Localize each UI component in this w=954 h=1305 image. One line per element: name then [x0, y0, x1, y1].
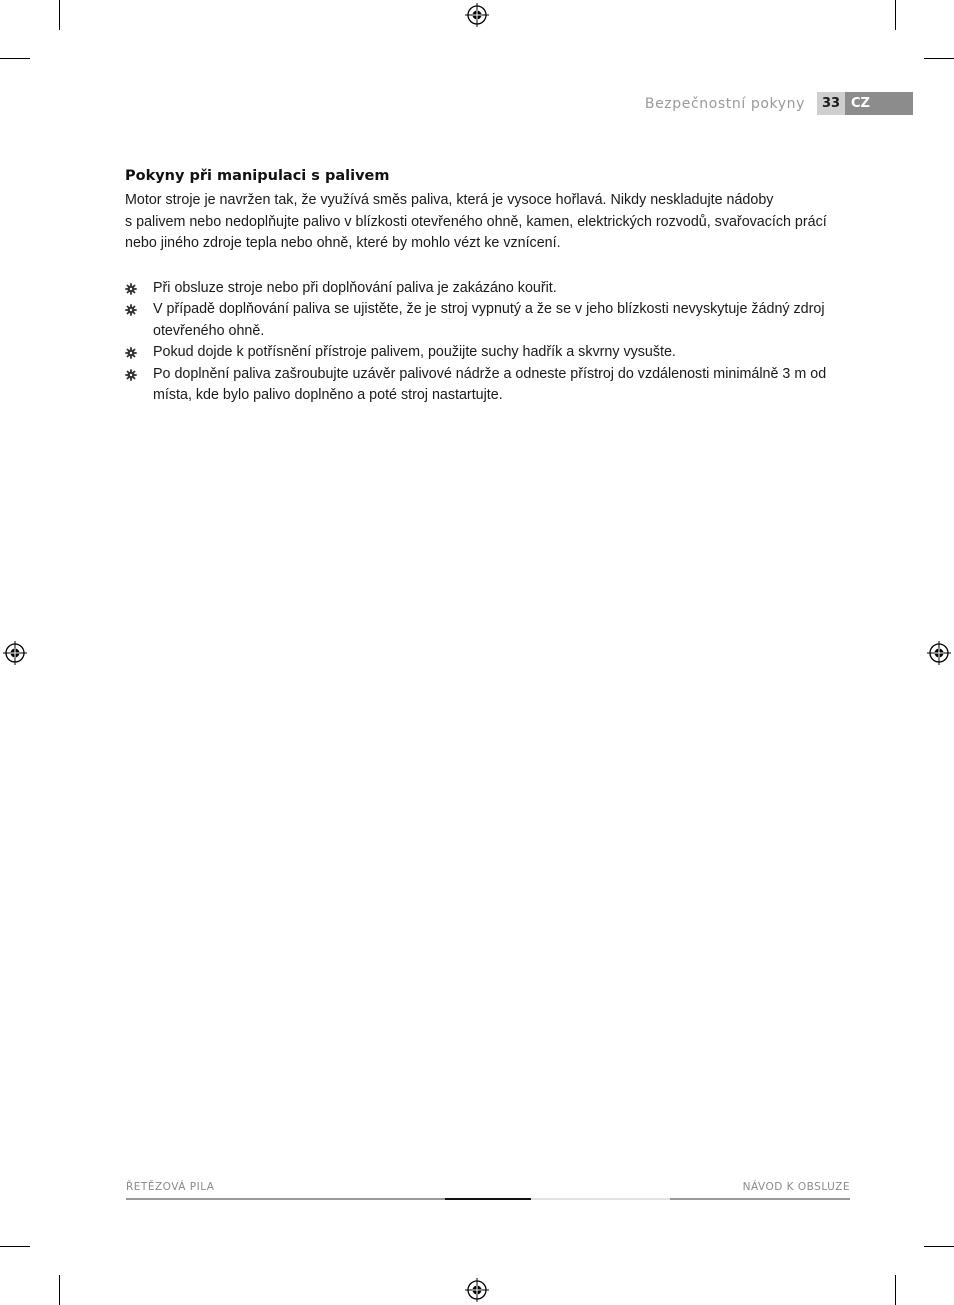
intro-line: s palivem nebo nedoplňujte palivo v blízkosti otevřeného ohně, kamen, elektrických rozvodů, svařovacích prácí: [125, 213, 827, 230]
crop-mark-bottom-right: [895, 1275, 896, 1305]
registration-mark-icon: [927, 641, 951, 665]
bullet-text: Pokud dojde k potřísnění přístroje palivem, použijte suchy hadřík a skvrny vysušte.: [153, 344, 676, 360]
main-content: [125, 168, 855, 407]
crop-mark-bottom-left-h: [0, 1246, 30, 1247]
safety-bullet-list: [125, 278, 855, 407]
crop-mark-top-left: [59, 0, 60, 30]
crop-mark-top-left-h: [0, 58, 30, 59]
footer-rule-right: [670, 1198, 850, 1200]
registration-mark-icon: [465, 3, 489, 27]
list-item: [125, 278, 855, 300]
list-item: [125, 364, 855, 407]
gear-bullet-icon: [125, 347, 137, 359]
language-tag: CZ: [845, 92, 913, 115]
footer-product-name: ŘETĚZOVÁ PILA: [126, 1181, 215, 1193]
bullet-text: V případě doplňování paliva se ujistěte, že je stroj vypnutý a že se v jeho blízkosti nevyskytuje žádný zdroj otevřeného ohně.: [153, 301, 825, 339]
header-section-title: Bezpečnostní pokyny: [644, 96, 805, 112]
gear-bullet-icon: [125, 283, 137, 295]
section-title: Pokyny při manipulaci s palivem: [125, 168, 390, 184]
registration-mark-icon: [3, 641, 27, 665]
intro-paragraph: [125, 190, 855, 255]
footer-rule-left: [126, 1198, 445, 1200]
gear-bullet-icon: [125, 369, 137, 381]
footer-rule-mid: [531, 1198, 670, 1200]
footer-rule-center: [445, 1198, 531, 1200]
crop-mark-top-right: [895, 0, 896, 30]
registration-mark-icon: [465, 1278, 489, 1302]
bullet-text: Při obsluze stroje nebo při doplňování paliva je zakázáno kouřit.: [153, 279, 557, 296]
page-number: 33: [817, 92, 845, 115]
intro-line: nebo jiného zdroje tepla nebo ohně, které by mohlo vézt ke vznícení.: [125, 235, 561, 251]
intro-line: Motor stroje je navržen tak, že využívá směs paliva, která je vysoce hořlavá. Nikdy neskladujte nádoby: [125, 192, 774, 208]
list-item: [125, 342, 855, 364]
footer-manual-name: NÁVOD K OBSLUZE: [742, 1181, 850, 1193]
list-item: [125, 299, 855, 342]
gear-bullet-icon: [125, 304, 137, 316]
crop-mark-bottom-right-h: [924, 1246, 954, 1247]
crop-mark-top-right-h: [924, 58, 954, 59]
bullet-text: Po doplnění paliva zašroubujte uzávěr palivové nádrže a odneste přístroj do vzdálenosti minimálně 3 m od místa, kde bylo palivo doplněno a poté stroj nastartujte.: [153, 365, 827, 403]
crop-mark-bottom-left: [59, 1275, 60, 1305]
